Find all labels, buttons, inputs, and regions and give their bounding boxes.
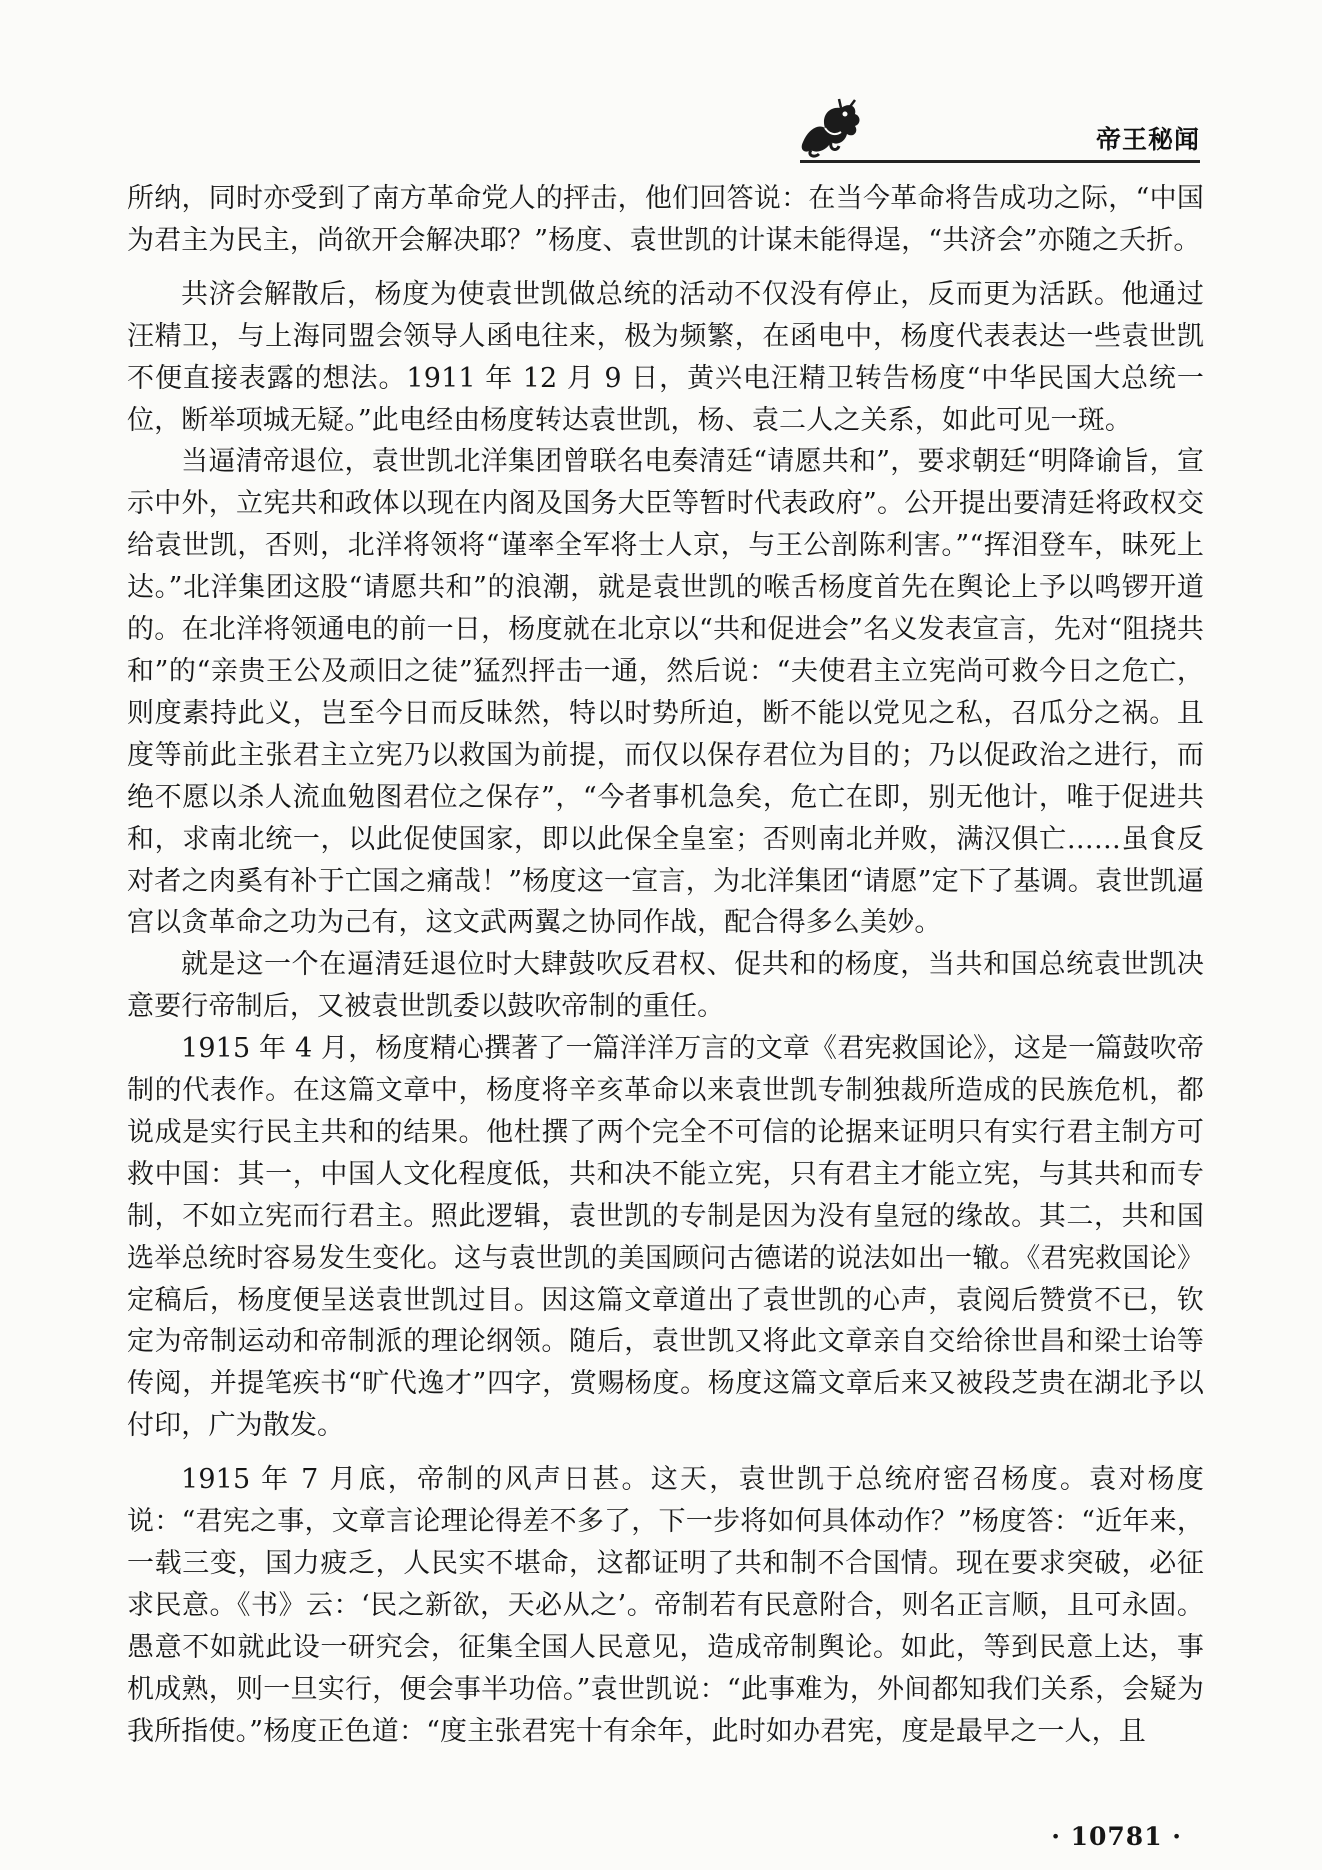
paragraph-3: 当逼清帝退位，袁世凯北洋集团曾联名电奏清廷“请愿共和”，要求朝廷“明降谕旨，宣示中外，立宪共和政体以现在内阁及国务大臣等暂时代表政府”。公开提出要清廷将政权交给袁世凯，否则，北洋将领将“谨率全军将士人京，与王公剖陈利害。”“挥泪登车，昧死上达。”北洋集团这股“请愿共和”的浪潮，就是袁世凯的喉舌杨度首先在舆论上予以鸣锣开道的。在北洋将领通电的前一日，杨度就在北京以“共和促进会”名义发表宣言，先对“阻挠共和”的“亲贵王公及顽旧之徒”猛烈抨击一通，然后说：“夫使君主立宪尚可救今日之危亡，则度素持此义，岂至今日而反昧然，特以时势所迫，断不能以党见之私，召瓜分之祸。且度等前此主张君主立宪乃以救国为前提，而仅以保存君位为目的；乃以促政治之进行，而绝不愿以杀人流血勉图君位之保存”，“今者事机急矣，危亡在即，别无他计，唯于促进共和，求南北统一，以此促使国家，即以此保全皇室；否则南北并败，满汉俱亡……虽食反对者之肉奚有补于亡国之痛哉！”杨度这一宣言，为北洋集团“请愿”定下了基调。袁世凯逼宫以贪革命之功为己有，这文武两翼之协同作战，配合得多么美妙。 [127,446,1204,939]
paragraph-2: 共济会解散后，杨度为使袁世凯做总统的活动不仅没有停止，反而更为活跃。他通过汪精卫，与上海同盟会领导人函电往来，极为频繁，在函电中，杨度代表表达一些袁世凯不便直接表露的想法。1911 年 12 月 9 日，黄兴电汪精卫转告杨度“中华民国大总统一位，断举项城无疑。”此电经由杨度转达袁世凯，杨、袁二人之关系，如此可见一斑。 [127,278,1204,436]
paragraph-1: 所纳，同时亦受到了南方革命党人的抨击，他们回答说：在当今革命将告成功之际，“中国为君主为民主，尚欲开会解决耶？”杨度、袁世凯的计谋未能得逞，“共济会”亦随之夭折。 [127,183,1204,256]
page-header [0,0,1322,175]
page-number: · 10781 · [1051,1822,1182,1851]
paragraph-6: 1915 年 7 月底，帝制的风声日甚。这天，袁世凯于总统府密召杨度。袁对杨度说：“君宪之事，文章言论理论得差不多了，下一步将如何具体动作？”杨度答：“近年来，一载三变，国力疲乏，人民实不堪命，这都证明了共和制不合国情。现在要求突破，必征求民意。《书》云：‘民之新欲，天必从之’。帝制若有民意附合，则名正言顺，且可永固。愚意不如就此设一研究会，征集全国人民意见，造成帝制舆论。如此，等到民意上达，事机成熟，则一旦实行，便会事半功倍。”袁世凯说：“此事难为，外间都知我们关系，会疑为我所指使。”杨度正色道：“度主张君宪十有余年，此时如办君宪，度是最早之一人，且 [127,1464,1204,1747]
paragraph-4: 就是这一个在逼清廷退位时大肆鼓吹反君权、促共和的杨度，当共和国总统袁世凯决意要行帝制后，又被袁世凯委以鼓吹帝制的重任。 [127,949,1204,1023]
body-text [127,178,1204,1753]
dragon-icon [795,98,865,160]
paragraph-5: 1915 年 4 月，杨度精心撰著了一篇洋洋万言的文章《君宪救国论》，这是一篇鼓吹帝制的代表作。在这篇文章中，杨度将辛亥革命以来袁世凯专制独裁所造成的民族危机，都说成是实行民主共和的结果。他杜撰了两个完全不可信的论据来证明只有实行君主制方可救中国：其一，中国人文化程度低，共和决不能立宪，只有君主才能立宪，与其共和而专制，不如立宪而行君主。照此逻辑，袁世凯的专制是因为没有皇冠的缘故。其二，共和国选举总统时容易发生变化。这与袁世凯的美国顾问古德诺的说法如出一辙。《君宪救国论》定稿后，杨度便呈送袁世凯过目。因这篇文章道出了袁世凯的心声，袁阅后赞赏不已，钦定为帝制运动和帝制派的理论纲领。随后，袁世凯又将此文章亲自交给徐世昌和梁士诒等传阅，并提笔疾书“旷代逸才”四字，赏赐杨度。杨度这篇文章后来又被段芝贵在湖北予以付印，广为散发。 [127,1033,1204,1442]
running-head: 帝王秘闻 [1096,125,1201,154]
header-rule [800,160,1200,163]
